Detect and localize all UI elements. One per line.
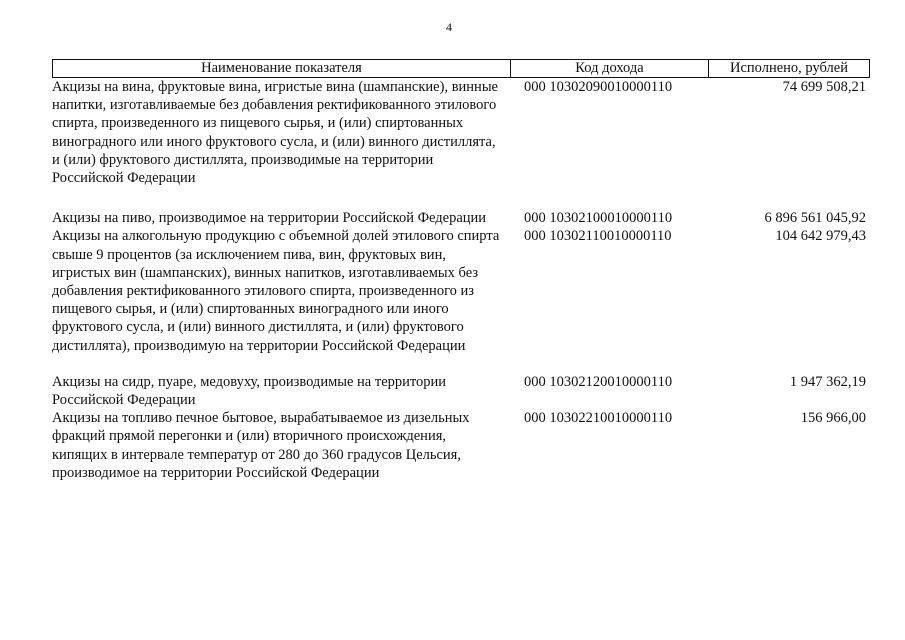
table-row <box>52 227 870 354</box>
row-revenue-code: 000 10302100010000110 <box>524 210 673 227</box>
header-indicator-name: Наименование показателя <box>53 60 511 77</box>
row-revenue-code: 000 10302120010000110 <box>524 373 673 390</box>
row-revenue-code: 000 10302110010000110 <box>524 228 672 245</box>
table-row <box>52 373 870 409</box>
row-indicator-name: Акцизы на топливо печное бытовое, вырабатываемое из дизельных фракций прямой перегонки и (или) вторичного происхождения, кипящих в интервале температур от 280 до 360 градусов Цельсия, производимое на территории Российской Федерации <box>52 410 470 481</box>
page-number: 4 <box>446 20 452 34</box>
row-executed-amount: 6 896 561 045,92 <box>764 210 866 227</box>
header-executed-amount: Исполнено, рублей <box>730 60 848 76</box>
table-row <box>52 78 870 187</box>
table-header <box>52 59 870 78</box>
revenue-table <box>52 59 870 482</box>
row-revenue-code: 000 10302090010000110 <box>524 79 673 95</box>
row-executed-amount: 1 947 362,19 <box>789 373 866 390</box>
row-indicator-name: Акцизы на пиво, производимое на территории Российской Федерации <box>52 210 487 227</box>
header-revenue-code: Код дохода <box>511 60 709 77</box>
row-executed-amount: 156 966,00 <box>800 410 866 427</box>
table-row <box>52 209 870 227</box>
row-revenue-code: 000 10302210010000110 <box>524 410 673 427</box>
row-indicator-name: Акцизы на вина, фруктовые вина, игристые вина (шампанские), винные напитки, изготавливаемые без добавления ректификованного этилового спирта, произведенного из пищевого сырья, и (или) спиртованных виноградного или иного фруктового сусла, и (или) винного дистиллята, и (или) фруктового дистиллята, производимые на территории Российской Федерации <box>52 79 498 187</box>
table-row <box>52 409 870 482</box>
row-indicator-name: Акцизы на сидр, пуаре, медовуху, производимые на территории Российской Федерации <box>52 373 447 409</box>
row-executed-amount: 104 642 979,43 <box>775 228 866 245</box>
row-indicator-name: Акцизы на алкогольную продукцию с объемной долей этилового спирта свыше 9 процентов (за исключением пива, вин, фруктовых вин, игристых вин (шампанских), винных напитков, изготавливаемых без добавления ректификованного этилового спирта, произведенного из пищевого сырья, и (или) спиртованных виноградного или иного фруктового сусла, и (или) винного дистиллята, и (или) фруктового дистиллята), производимую на территории Российской Федерации <box>52 228 500 354</box>
row-executed-amount: 74 699 508,21 <box>782 79 866 95</box>
